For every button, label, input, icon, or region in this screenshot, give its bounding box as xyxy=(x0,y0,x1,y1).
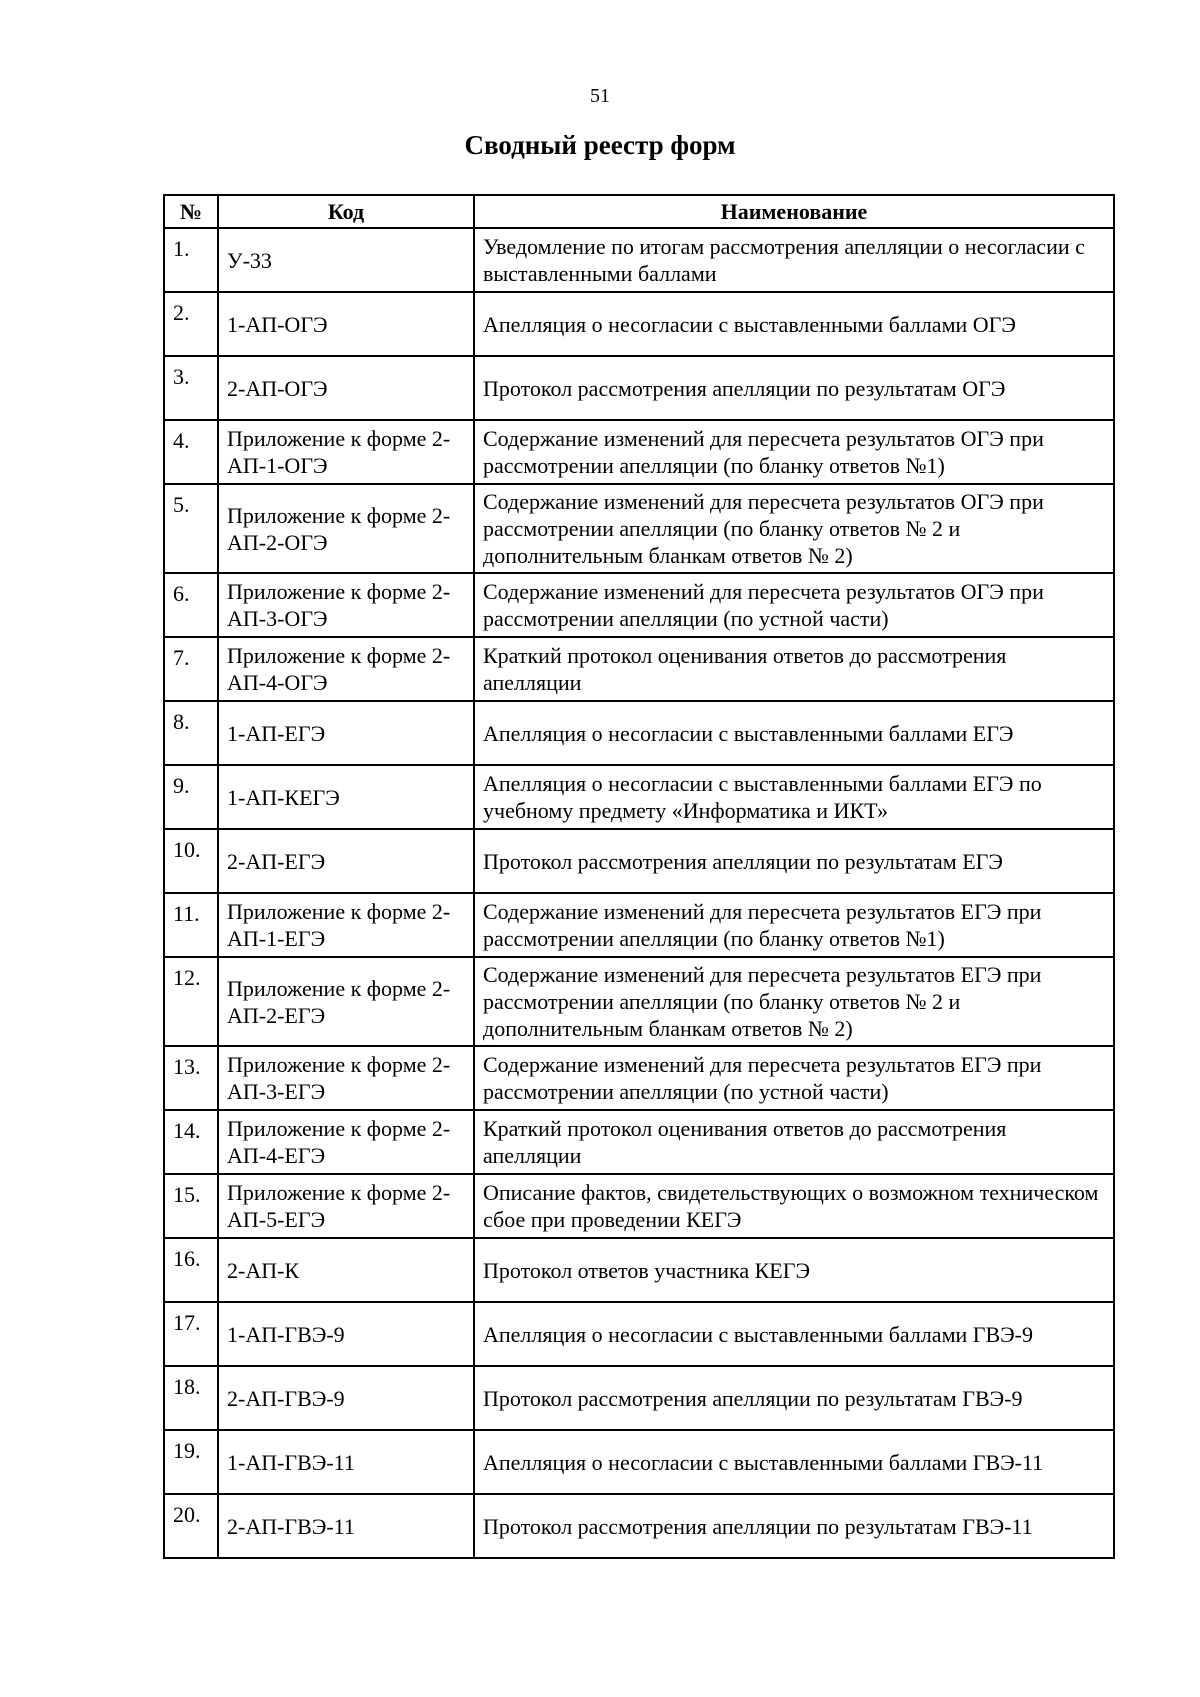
row-name: Содержание изменений для пересчета результатов ОГЭ при рассмотрении апелляции (по устной части) xyxy=(474,573,1114,637)
table-row xyxy=(164,1494,1114,1558)
row-code: 2-АП-К xyxy=(218,1238,474,1302)
column-header-name: Наименование xyxy=(474,195,1114,228)
row-number: 7. xyxy=(164,637,218,701)
row-code: 1-АП-ГВЭ-11 xyxy=(218,1430,474,1494)
row-code: 1-АП-ГВЭ-9 xyxy=(218,1302,474,1366)
table-row xyxy=(164,573,1114,637)
column-header-num: № xyxy=(164,195,218,228)
row-name: Содержание изменений для пересчета результатов ОГЭ при рассмотрении апелляции (по бланку ответов №1) xyxy=(474,420,1114,484)
table-row xyxy=(164,1366,1114,1430)
row-code: 1-АП-КЕГЭ xyxy=(218,765,474,829)
table-row xyxy=(164,420,1114,484)
table-header-row xyxy=(164,195,1114,228)
row-number: 19. xyxy=(164,1430,218,1494)
table-row xyxy=(164,228,1114,292)
row-name: Уведомление по итогам рассмотрения апелляции о несогласии с выставленными баллами xyxy=(474,228,1114,292)
row-number: 3. xyxy=(164,356,218,420)
row-name: Краткий протокол оценивания ответов до рассмотрения апелляции xyxy=(474,637,1114,701)
row-number: 16. xyxy=(164,1238,218,1302)
row-number: 9. xyxy=(164,765,218,829)
row-name: Протокол рассмотрения апелляции по результатам ГВЭ-9 xyxy=(474,1366,1114,1430)
row-name: Протокол рассмотрения апелляции по результатам ОГЭ xyxy=(474,356,1114,420)
row-name: Краткий протокол оценивания ответов до рассмотрения апелляции xyxy=(474,1110,1114,1174)
row-code: У-33 xyxy=(218,228,474,292)
row-name: Содержание изменений для пересчета результатов ЕГЭ при рассмотрении апелляции (по бланку ответов № 2 и дополнительным бланкам ответов № 2) xyxy=(474,957,1114,1046)
row-code: 1-АП-ОГЭ xyxy=(218,292,474,356)
row-code: 2-АП-ГВЭ-9 xyxy=(218,1366,474,1430)
row-number: 5. xyxy=(164,484,218,573)
row-code: 2-АП-ГВЭ-11 xyxy=(218,1494,474,1558)
row-name: Содержание изменений для пересчета результатов ЕГЭ при рассмотрении апелляции (по бланку ответов №1) xyxy=(474,893,1114,957)
page-number: 51 xyxy=(590,85,610,107)
row-code: 1-АП-ЕГЭ xyxy=(218,701,474,765)
row-number: 18. xyxy=(164,1366,218,1430)
row-number: 8. xyxy=(164,701,218,765)
row-number: 20. xyxy=(164,1494,218,1558)
table-row xyxy=(164,957,1114,1046)
row-name: Описание фактов, свидетельствующих о возможном техническом сбое при проведении КЕГЭ xyxy=(474,1174,1114,1238)
row-code: Приложение к форме 2-АП-3-ОГЭ xyxy=(218,573,474,637)
row-number: 12. xyxy=(164,957,218,1046)
table-row xyxy=(164,765,1114,829)
row-code: Приложение к форме 2-АП-1-ЕГЭ xyxy=(218,893,474,957)
table-row xyxy=(164,1174,1114,1238)
row-name: Протокол рассмотрения апелляции по результатам ГВЭ-11 xyxy=(474,1494,1114,1558)
row-code: Приложение к форме 2-АП-1-ОГЭ xyxy=(218,420,474,484)
forms-registry-table xyxy=(163,194,1115,1559)
row-number: 11. xyxy=(164,893,218,957)
table-row xyxy=(164,637,1114,701)
table-row xyxy=(164,356,1114,420)
table-row xyxy=(164,701,1114,765)
row-number: 14. xyxy=(164,1110,218,1174)
row-name: Апелляция о несогласии с выставленными баллами ОГЭ xyxy=(474,292,1114,356)
row-name: Апелляция о несогласии с выставленными баллами ГВЭ-9 xyxy=(474,1302,1114,1366)
row-number: 15. xyxy=(164,1174,218,1238)
row-name: Содержание изменений для пересчета результатов ЕГЭ при рассмотрении апелляции (по устной части) xyxy=(474,1046,1114,1110)
row-code: Приложение к форме 2-АП-4-ОГЭ xyxy=(218,637,474,701)
row-name: Содержание изменений для пересчета результатов ОГЭ при рассмотрении апелляции (по бланку ответов № 2 и дополнительным бланкам ответов № 2) xyxy=(474,484,1114,573)
table-row xyxy=(164,292,1114,356)
table-row xyxy=(164,1238,1114,1302)
row-name: Протокол рассмотрения апелляции по результатам ЕГЭ xyxy=(474,829,1114,893)
row-number: 10. xyxy=(164,829,218,893)
row-name: Протокол ответов участника КЕГЭ xyxy=(474,1238,1114,1302)
row-number: 17. xyxy=(164,1302,218,1366)
row-number: 6. xyxy=(164,573,218,637)
row-name: Апелляция о несогласии с выставленными баллами ЕГЭ xyxy=(474,701,1114,765)
table-row xyxy=(164,829,1114,893)
document-title: Сводный реестр форм xyxy=(464,130,736,160)
table-row xyxy=(164,1430,1114,1494)
row-number: 13. xyxy=(164,1046,218,1110)
row-number: 4. xyxy=(164,420,218,484)
row-name: Апелляция о несогласии с выставленными баллами ГВЭ-11 xyxy=(474,1430,1114,1494)
column-header-code: Код xyxy=(218,195,474,228)
table-row xyxy=(164,1302,1114,1366)
row-code: 2-АП-ЕГЭ xyxy=(218,829,474,893)
row-name: Апелляция о несогласии с выставленными баллами ЕГЭ по учебному предмету «Информатика и ИКТ» xyxy=(474,765,1114,829)
table-row xyxy=(164,1046,1114,1110)
table-row xyxy=(164,484,1114,573)
table-row xyxy=(164,1110,1114,1174)
row-number: 1. xyxy=(164,228,218,292)
row-code: Приложение к форме 2-АП-2-ЕГЭ xyxy=(218,957,474,1046)
row-number: 2. xyxy=(164,292,218,356)
row-code: Приложение к форме 2-АП-3-ЕГЭ xyxy=(218,1046,474,1110)
row-code: Приложение к форме 2-АП-2-ОГЭ xyxy=(218,484,474,573)
row-code: Приложение к форме 2-АП-5-ЕГЭ xyxy=(218,1174,474,1238)
row-code: 2-АП-ОГЭ xyxy=(218,356,474,420)
row-code: Приложение к форме 2-АП-4-ЕГЭ xyxy=(218,1110,474,1174)
table-row xyxy=(164,893,1114,957)
